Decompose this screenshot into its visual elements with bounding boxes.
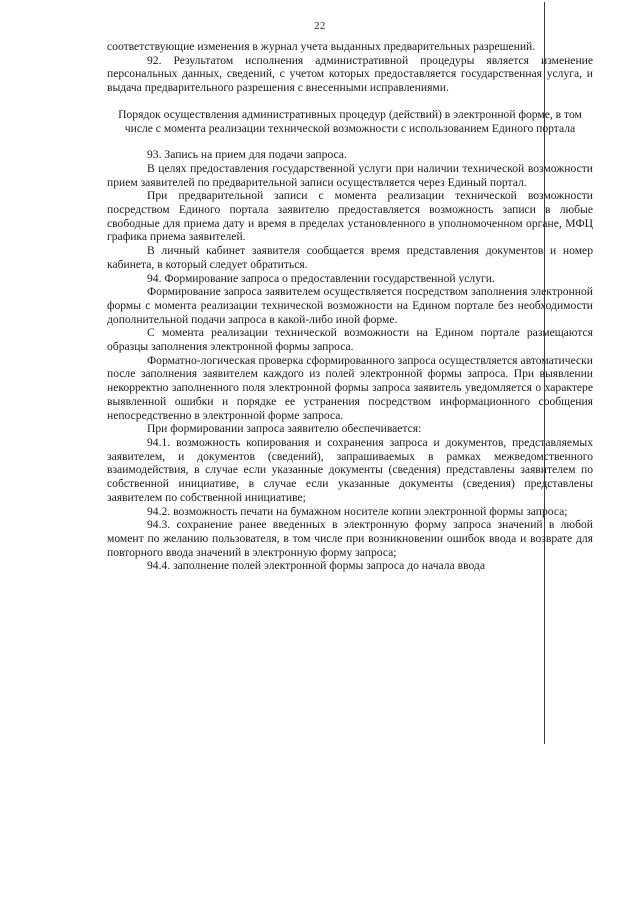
paragraph-92: 92. Результатом исполнения административной процедуры является изменение персональных данных, сведений, с учетом которых предоставляется государственная услуга, и выдача предварительного разрешения с внесенными исправлениями. bbox=[107, 53, 593, 95]
paragraph-93a: В целях предоставления государственной услуги при наличии технической возможности прием заявителей по предварительной записи осуществляется через Единый портал. bbox=[107, 161, 593, 189]
paragraph-94a: Формирование запроса заявителем осуществляется посредством заполнения электронной формы с момента реализации технической возможности на Едином портале без необходимости дополнительной подачи запроса в какой-либо иной форме. bbox=[107, 285, 593, 326]
paragraph-94-1: 94.1. возможность копирования и сохранения запроса и документов, представляемых заявителем, и документов (сведений), запрашиваемых в рамках межведомственного взаимодействия, в случае если указанные документы (сведения) представлены заявителем по собственной инициативе, в случае если указанные документы (сведения) представлены заявителем по собственной инициативе; bbox=[107, 435, 593, 504]
paragraph-93b: При предварительной записи с момента реализации технической возможности посредством Единого портала заявителю предоставляется возможность записи в любые свободные для приема дату и время в пределах установленного в уполномоченном органе, МФЦ графика приема заявителей. bbox=[107, 189, 593, 244]
paragraph-94d: При формировании запроса заявителю обеспечивается: bbox=[147, 422, 422, 436]
paragraph-94c: Форматно-логическая проверка сформированного запроса осуществляется автоматически после заполнения заявителем каждого из полей электронной формы запроса. При выявлении некорректно заполненного поля электронной формы запроса заявитель уведомляется о характере выявленной ошибки и порядке ее устранения посредством информационного сообщения непосредственно в электронной форме запроса. bbox=[107, 353, 593, 422]
paragraph-94-2: 94.2. возможность печати на бумажном носителе копии электронной формы запроса; bbox=[147, 504, 568, 518]
paragraph-continuation: соответствующие изменения в журнал учета выданных предварительных разрешений. bbox=[107, 40, 536, 53]
page-number: 22 bbox=[314, 21, 326, 32]
paragraph-94-4: 94.4. заполнение полей электронной формы запроса до начала ввода bbox=[147, 559, 485, 573]
paragraph-93c: В личный кабинет заявителя сообщается время представления документов и номер кабинета, в который следует обратиться. bbox=[107, 244, 593, 271]
paragraph-94b: С момента реализации технической возможности на Едином портале размещаются образцы заполнения электронной формы запроса. bbox=[107, 326, 593, 354]
paragraph-94-3: 94.3. сохранение ранее введенных в электронную форму запроса значений в любой момент по желанию пользователя, в том числе при возникновении ошибок ввода и возврате для повторного ввода значений в электронную форму запроса; bbox=[107, 518, 593, 559]
section-heading: Порядок осуществления административных процедур (действий) в электронной форме, в том числе с момента реализации технической возможности с использованием Единого портала bbox=[118, 107, 582, 135]
spacer bbox=[107, 95, 593, 108]
document-body bbox=[107, 40, 593, 573]
paragraph-94: 94. Формирование запроса о предоставлении государственной услуги. bbox=[147, 271, 495, 285]
paragraph-93: 93. Запись на прием для подачи запроса. bbox=[147, 148, 347, 162]
spacer bbox=[107, 135, 593, 148]
